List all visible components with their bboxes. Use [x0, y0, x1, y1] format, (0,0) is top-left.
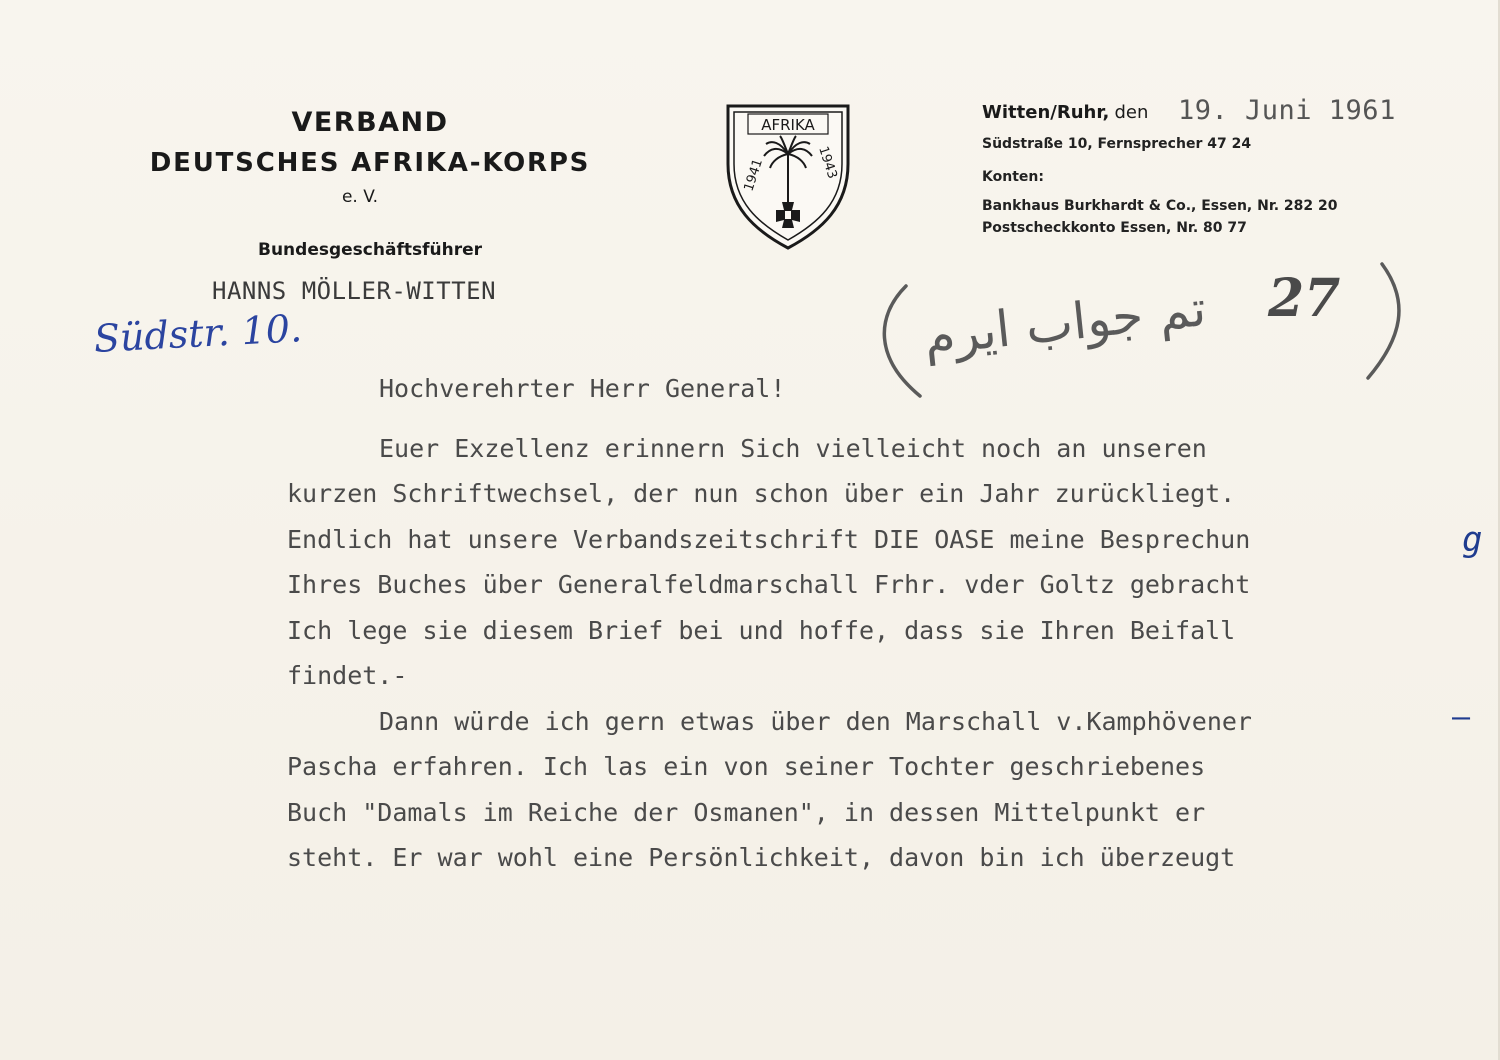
- paragraph1-line1: Euer Exzellenz erinnern Sich vielleicht noch an unseren: [379, 433, 1207, 463]
- org-name-line1: VERBAND: [291, 107, 449, 138]
- bank-account-2: Postscheckkonto Essen, Nr. 80 77: [982, 220, 1247, 236]
- paragraph2-line4: steht. Er war wohl eine Persönlichkeit, davon bin ich überzeugt: [287, 843, 1236, 872]
- letter-date: 19. Juni 1961: [1178, 95, 1396, 126]
- ink-correction-dash: —: [1452, 700, 1471, 735]
- letter-greeting: Hochverehrter Herr General!: [379, 374, 786, 403]
- arabic-note-number: 27: [1268, 268, 1341, 329]
- place-line: [982, 102, 1148, 123]
- accounts-label: Konten:: [982, 169, 1044, 185]
- bank-account-1: Bankhaus Burkhardt & Co., Essen, Nr. 282 20: [982, 198, 1338, 214]
- paragraph1-line3: Endlich hat unsere Verbandszeitschrift DIE OASE meine Besprechun: [287, 524, 1251, 554]
- ink-correction-g: g: [1462, 520, 1483, 560]
- paragraph2-line2: Pascha erfahren. Ich las ein von seiner Tochter geschriebenes: [287, 752, 1206, 781]
- street-note-text: Südstr. 10.: [92, 306, 304, 361]
- bank-accounts: [982, 195, 1338, 239]
- place-city: Witten/Ruhr,: [982, 102, 1110, 123]
- sender-name: HANNS MÖLLER-WITTEN: [212, 277, 497, 305]
- crest-year-left: 1941: [741, 157, 767, 194]
- afrika-korps-crest-logo: [722, 102, 854, 252]
- paragraph1-line5: Ich lege sie diesem Brief bei und hoffe, dass sie Ihren Beifall: [287, 615, 1236, 645]
- paragraph2-line1: Dann würde ich gern etwas über den Marschall v.Kamphövener: [379, 706, 1252, 736]
- crest-banner-text: AFRIKA: [761, 116, 815, 134]
- sender-role: Bundesgeschäftsführer: [258, 240, 482, 260]
- place-den: den: [1114, 102, 1149, 123]
- address-phone: Südstraße 10, Fernsprecher 47 24: [982, 136, 1252, 152]
- org-name-line3: e. V.: [341, 187, 379, 207]
- arabic-note-text: تم جواب ایرم: [921, 279, 1209, 367]
- organization-letterhead: [120, 104, 620, 210]
- paragraph2-line3: Buch "Damals im Reiche der Osmanen", in dessen Mittelpunkt er: [287, 797, 1206, 827]
- handwritten-street-note: [88, 286, 348, 366]
- crest-year-right: 1943: [815, 144, 840, 181]
- paragraph1-line2: kurzen Schriftwechsel, der nun schon über ein Jahr zurückliegt.: [287, 479, 1236, 508]
- paragraph1-line6: findet.-: [287, 661, 408, 690]
- paragraph1-line4: Ihres Buches über Generalfeldmarschall Frhr. vder Goltz gebracht: [287, 570, 1251, 599]
- letter-body: [287, 366, 1487, 881]
- org-name-line2: DEUTSCHES AFRIKA-KORPS: [149, 148, 591, 178]
